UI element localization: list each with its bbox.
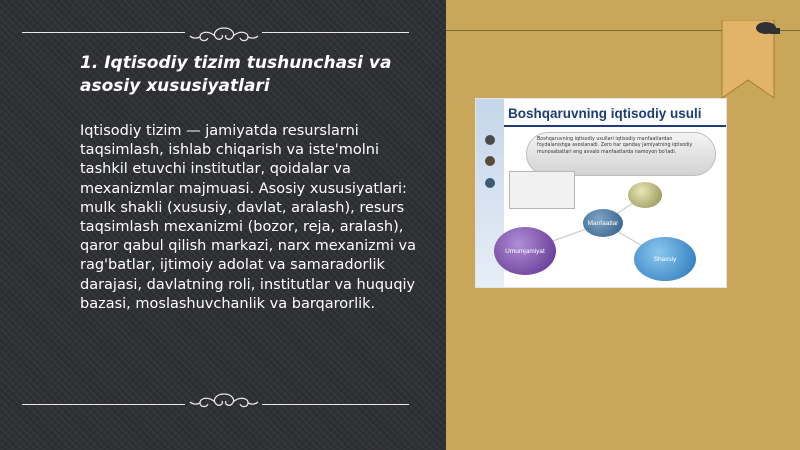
slide-body: Iqtisodiy tizim — jamiyatda resurslarni taqsimlash, ishlab chiqarish va iste'molni tashkil etuvchi institutlar, qoidalar va mexanizmlar majmuasi. Asosiy xususiyatlari: mulk shakli (xususiy, davlat, aralash), resurs taqsimlash mexanizmi (bozor, reja, aralash), qaror qabul qilish markazi, narx mexanizmi va rag'batlar, ijtimoiy adolat va samaradorlik darajasi, davlatning roli, institutlar va huquqiy bazasi, moslashuvchanlik va barqarorlik. — [80, 123, 416, 312]
circle-manfaatlar — [583, 209, 623, 237]
diagram-image — [475, 98, 727, 288]
circle-umumjamiyat — [494, 227, 556, 275]
top-divider — [22, 32, 185, 33]
bookmark-ribbon-icon — [718, 20, 780, 102]
image-title: Boshqaruvning iqtisodiy usuli — [508, 106, 702, 121]
flourish-ornament-icon — [188, 24, 260, 48]
flourish-ornament-icon — [188, 390, 260, 414]
bubble-text: Boshqaruvning iqtisodiy usullari iqtisodiy manfaatlardan foydalanishga asoslanadi. Zero har qanday jamiyatning iqtisodiy munosabatlari eng avvalo manfaatlarda namoyon bo'ladi. — [537, 137, 693, 155]
circle-top — [628, 182, 662, 208]
bottom-divider — [262, 404, 409, 405]
top-divider — [262, 32, 409, 33]
bottom-divider — [22, 404, 185, 405]
circle-label: Umumjamiyat — [505, 247, 545, 255]
circle-shaxsiy — [634, 237, 696, 281]
circle-label: Shaxsiy — [653, 255, 677, 263]
slide-title: 1. Iqtisodiy tizim tushunchasi va asosiy xususiyatlari — [80, 53, 392, 96]
circle-label: Manfaatlar — [587, 219, 619, 227]
